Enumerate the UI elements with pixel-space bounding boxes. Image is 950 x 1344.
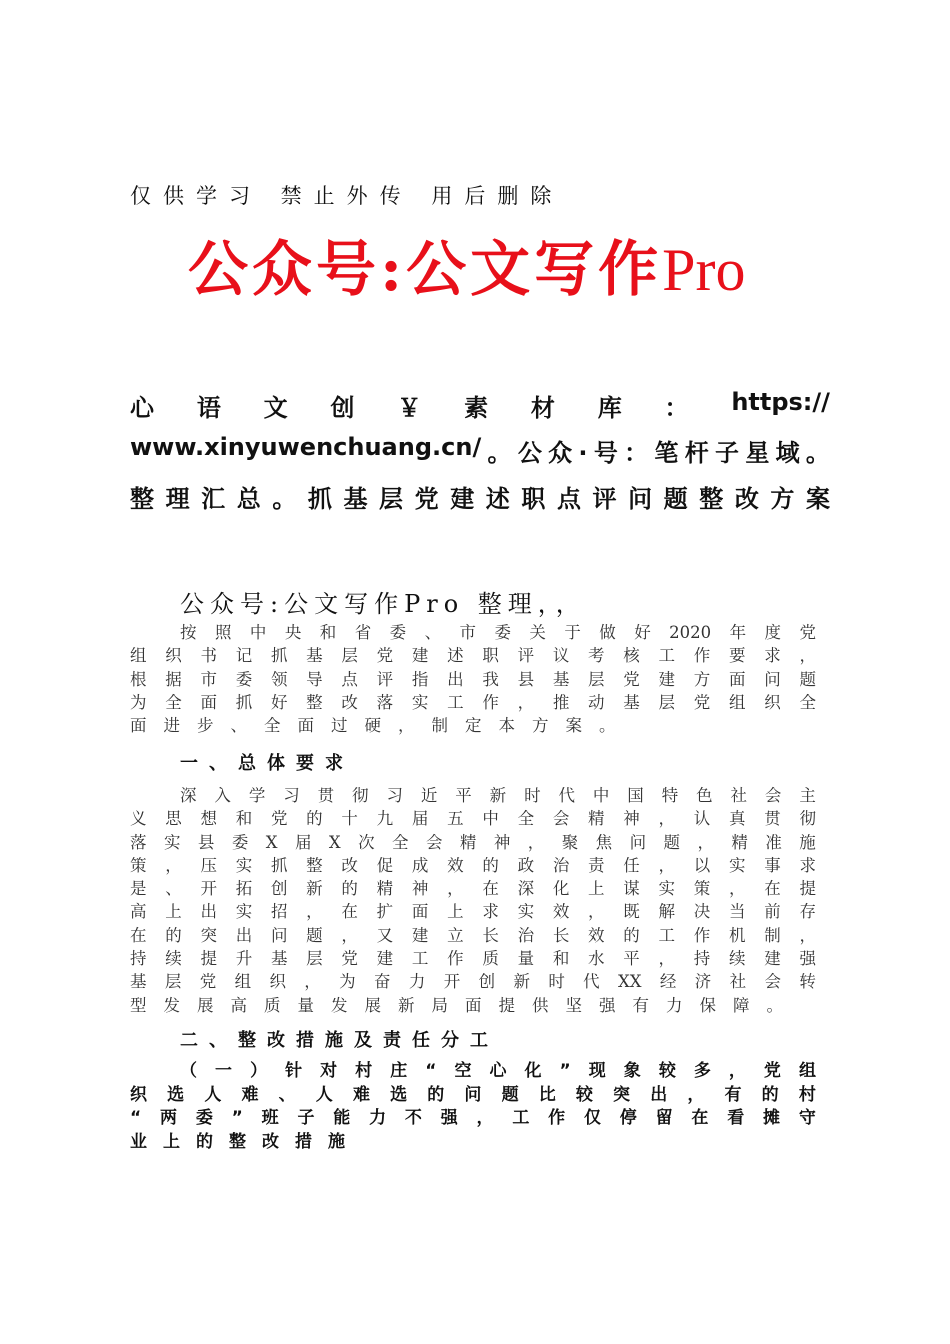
intro-token: 理: [165, 485, 190, 513]
intro-line-3: [130, 479, 830, 514]
text-line: 基 层 党 组 织 ， 为 奋 力 开 创 新 时 代 XX 经 济 社 会 转: [130, 972, 816, 992]
intro-token: 笔: [654, 439, 679, 467]
text-line: 落 实 县 委 X 届 X 次 全 会 精 神 ， 聚 焦 问 题 ， 精 准 施: [130, 832, 816, 852]
subsection-heading-1: [130, 1060, 816, 1154]
byline: 公众号:公文写作Pro 整理，，: [180, 590, 586, 618]
intro-word: 文: [263, 394, 288, 422]
text-line: 义 思 想 和 党 的 十 九 届 五 中 全 会 精 神 ， 认 真 贯 彻: [130, 809, 816, 829]
intro-token: 总: [236, 485, 261, 513]
intro-word: ￥: [397, 394, 422, 422]
text-line: 组 织 书 记 抓 基 层 党 建 述 职 评 议 考 核 工 作 要 求 ，: [130, 646, 816, 666]
intro-token: ：: [624, 439, 649, 467]
intro-token: 方: [770, 485, 795, 513]
intro-token: 。: [487, 439, 512, 467]
text-line: 高 上 出 实 招 ， 在 扩 面 上 求 实 效 ， 既 解 决 当 前 存: [130, 902, 816, 922]
intro-token: 整: [130, 485, 154, 513]
text-line: 策 ， 压 实 抓 整 改 促 成 效 的 政 治 责 任 ， 以 实 事 求: [130, 855, 816, 875]
intro-token: 众: [548, 439, 573, 467]
section-heading-2: 二、整改措施及责任分工: [180, 1030, 499, 1051]
intro-line-1: [130, 388, 830, 423]
intro-token: 职: [521, 485, 546, 513]
text-line: 是 、 开 拓 创 新 的 精 神 ， 在 深 化 上 谋 实 策 ， 在 提: [130, 879, 816, 899]
text-line: 按 照 中 央 和 省 委 、 市 委 关 于 做 好 2020 年 度 党: [180, 623, 816, 642]
intro-token: .: [578, 433, 588, 461]
intro-line-2: [130, 433, 830, 468]
brand-title-cn: 公众号:公文写作: [188, 235, 663, 305]
intro-token: 述: [485, 485, 510, 513]
text-line: 深 入 学 习 贯 彻 习 近 平 新 时 代 中 国 特 色 社 会 主: [180, 786, 816, 805]
text-line: 型发展高质量发展新局面提供坚强有力保障。: [130, 995, 800, 1015]
text-line: 织 选 人 难 、 人 难 选 的 问 题 比 较 突 出 ， 有 的 村: [130, 1084, 816, 1105]
intro-word: https://: [731, 388, 830, 416]
intro-word: 库: [597, 394, 622, 422]
intro-word: 心: [130, 394, 154, 422]
usage-notice: 仅供学习 禁止外传 用后删除: [130, 184, 564, 208]
text-line: 在 的 突 出 问 题 ， 又 建 立 长 治 长 效 的 工 作 机 制 ，: [130, 925, 816, 945]
text-line: 为 全 面 抓 好 整 改 落 实 工 作 ， 推 动 基 层 党 组 织 全: [130, 692, 816, 712]
intro-token: 汇: [201, 485, 226, 513]
intro-token: 号: [593, 439, 618, 467]
intro-token: 抓: [307, 485, 332, 513]
intro-token: 问: [628, 485, 653, 513]
paragraph-general-requirements: [130, 784, 816, 1017]
intro-token: 案: [805, 485, 830, 513]
intro-token: 改: [734, 485, 759, 513]
intro-token: 星: [745, 439, 770, 467]
intro-word: 素: [464, 394, 489, 422]
brand-title: [188, 222, 746, 308]
intro-token: 域: [775, 439, 800, 467]
text-line: “ 两 委 ” 班 子 能 力 不 强 ， 工 作 仅 停 留 在 看 摊 守: [130, 1108, 816, 1128]
intro-token: 基: [343, 485, 368, 513]
text-line: （ 一 ） 针 对 村 庄 “ 空 心 化 ” 现 象 较 多 ， 党 组: [180, 1061, 816, 1081]
text-line: 根 据 市 委 领 导 点 评 指 出 我 县 基 层 党 建 方 面 问 题: [130, 669, 816, 689]
intro-token: 公: [517, 439, 542, 467]
intro-word: 材: [530, 394, 555, 422]
intro-token: 题: [663, 485, 688, 513]
brand-title-pro: Pro: [662, 237, 746, 303]
intro-word: 语: [196, 394, 221, 422]
intro-word: 创: [330, 394, 355, 422]
paragraph-preamble: [130, 621, 816, 737]
text-line: 面进步、全面过硬，制定本方案。: [130, 716, 633, 736]
intro-token: 层: [379, 485, 404, 513]
intro-token: 。: [272, 485, 297, 513]
text-line: 持 续 提 升 基 层 党 建 工 作 质 量 和 水 平 ， 持 续 建 强: [130, 949, 816, 969]
intro-token: 子: [715, 439, 740, 467]
section-heading-1: 一、总体要求: [180, 753, 354, 774]
intro-token: 杆: [684, 439, 709, 467]
intro-token: 。: [805, 439, 830, 467]
intro-token: 点: [556, 485, 581, 513]
intro-token: 建: [450, 485, 475, 513]
intro-word: ：: [664, 394, 689, 422]
intro-token: 党: [414, 485, 439, 513]
intro-token: 评: [592, 485, 617, 513]
intro-token: 整: [699, 485, 724, 513]
intro-token: www.xinyuwenchuang.cn/: [130, 433, 482, 461]
text-line: 业上的整改措施: [130, 1131, 361, 1152]
